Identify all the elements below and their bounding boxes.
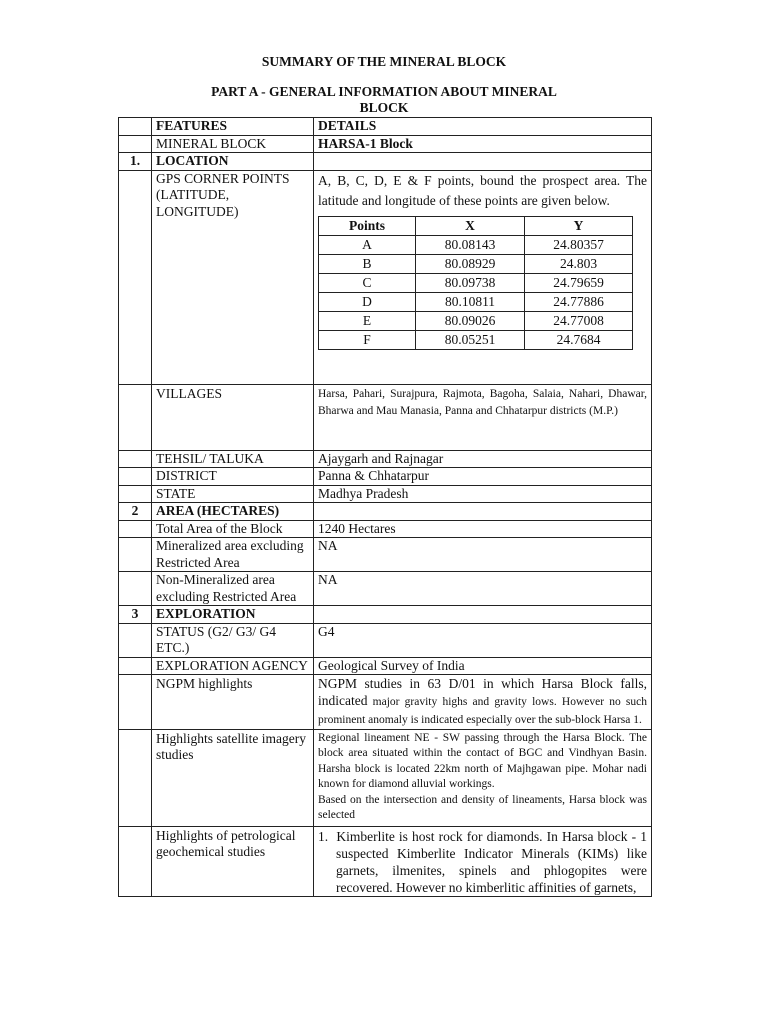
coordinates-row <box>319 273 633 292</box>
point-label: D <box>319 292 416 311</box>
coordinates-row <box>319 292 633 311</box>
total-area-label: Total Area of the Block <box>152 520 314 538</box>
coordinates-row <box>319 311 633 330</box>
point-label: F <box>319 330 416 349</box>
table-cell <box>119 468 152 486</box>
table-row <box>119 657 652 675</box>
satellite-text-selection: Based on the intersection and density of lineaments, Harsa block was selected <box>318 793 647 821</box>
y-value: 24.77008 <box>525 311 633 330</box>
section-number: 2 <box>119 503 152 521</box>
point-label: E <box>319 311 416 330</box>
coordinates-header-row <box>319 216 633 235</box>
table-cell <box>314 153 652 171</box>
table-row <box>119 170 652 384</box>
x-value: 80.08143 <box>416 235 525 254</box>
state-label: STATE <box>152 485 314 503</box>
satellite-value <box>314 729 652 826</box>
non-mineralized-value: NA <box>314 572 652 606</box>
coordinates-table <box>318 216 633 350</box>
table-cell <box>119 657 152 675</box>
table-row <box>119 729 652 826</box>
status-value: G4 <box>314 623 652 657</box>
table-row <box>119 468 652 486</box>
part-title: PART A - GENERAL INFORMATION ABOUT MINERAL BLOCK <box>211 84 557 115</box>
table-cell <box>119 826 152 896</box>
table-row <box>119 826 652 896</box>
table-cell <box>119 485 152 503</box>
y-value: 24.803 <box>525 254 633 273</box>
state-value: Madhya Pradesh <box>314 485 652 503</box>
summary-table <box>118 117 652 897</box>
y-value: 24.80357 <box>525 235 633 254</box>
y-value: 24.79659 <box>525 273 633 292</box>
x-value: 80.08929 <box>416 254 525 273</box>
petro-label: Highlights of petrological geochemical studies <box>152 826 314 896</box>
table-cell <box>314 503 652 521</box>
table-cell <box>119 729 152 826</box>
gps-text: A, B, C, D, E & F points, bound the prospect area. The latitude and longitude of these points are given below. <box>318 172 647 208</box>
x-value: 80.09026 <box>416 311 525 330</box>
table-cell <box>119 675 152 730</box>
x-value: 80.05251 <box>416 330 525 349</box>
total-area-value: 1240 Hectares <box>314 520 652 538</box>
point-label: C <box>319 273 416 292</box>
details-header: DETAILS <box>314 118 652 136</box>
table-cell <box>119 135 152 153</box>
mineralized-value: NA <box>314 538 652 572</box>
district-value: Panna & Chhatarpur <box>314 468 652 486</box>
section-heading-area: AREA (HECTARES) <box>152 503 314 521</box>
table-row <box>119 384 652 450</box>
mineralized-label: Mineralized area excluding Restricted Area <box>152 538 314 572</box>
section-row <box>119 503 652 521</box>
coordinates-row <box>319 254 633 273</box>
section-heading-exploration: EXPLORATION <box>152 606 314 624</box>
table-row <box>119 135 652 153</box>
ngpm-value-lead: NGPM studies in 63 D/01 in which Harsa Block falls, indicated <box>318 676 647 708</box>
x-value: 80.10811 <box>416 292 525 311</box>
table-row <box>119 520 652 538</box>
ngpm-value <box>314 675 652 730</box>
table-cell <box>119 450 152 468</box>
table-cell <box>119 623 152 657</box>
status-label: STATUS (G2/ G3/ G4 ETC.) <box>152 623 314 657</box>
list-item: 1. Kimberlite is host rock for diamonds. In Harsa block - 1 suspected Kimberlite Indicator Minerals (KIMs) like garnets, ilmenites, spinels and phlogopites were recovered. However no kimberlitic affinities of garnets, <box>318 828 647 895</box>
table-cell <box>119 572 152 606</box>
petro-value <box>314 826 652 896</box>
section-number: 1. <box>119 153 152 171</box>
non-mineralized-label: Non-Mineralized area excluding Restricted Area <box>152 572 314 606</box>
satellite-label: Highlights satellite imagery studies <box>152 729 314 826</box>
petro-list <box>318 828 647 896</box>
table-row <box>119 485 652 503</box>
section-row <box>119 606 652 624</box>
table-row <box>119 623 652 657</box>
district-label: DISTRICT <box>152 468 314 486</box>
coordinates-row <box>319 330 633 349</box>
x-value: 80.09738 <box>416 273 525 292</box>
table-row <box>119 450 652 468</box>
mineral-block-label: MINERAL BLOCK <box>152 135 314 153</box>
points-header: Points <box>319 216 416 235</box>
section-heading-location: LOCATION <box>152 153 314 171</box>
table-cell <box>119 170 152 384</box>
coordinates-row <box>319 235 633 254</box>
table-cell <box>119 538 152 572</box>
table-row <box>119 538 652 572</box>
table-cell <box>314 606 652 624</box>
agency-value: Geological Survey of India <box>314 657 652 675</box>
table-row <box>119 675 652 730</box>
ngpm-label: NGPM highlights <box>152 675 314 730</box>
mineral-block-value: HARSA-1 Block <box>314 135 652 153</box>
section-number: 3 <box>119 606 152 624</box>
point-label: B <box>319 254 416 273</box>
tehsil-label: TEHSIL/ TALUKA <box>152 450 314 468</box>
gps-label: GPS CORNER POINTS (LATITUDE, LONGITUDE) <box>152 170 314 384</box>
tehsil-value: Ajaygarh and Rajnagar <box>314 450 652 468</box>
table-row <box>119 572 652 606</box>
section-row <box>119 153 652 171</box>
table-cell <box>119 118 152 136</box>
table-header-row <box>119 118 652 136</box>
gps-details <box>314 170 652 384</box>
satellite-text: Regional lineament NE - SW passing through the Harsa Block. The block area situated within the contact of BGC and Vindhyan Basin. Harsha block is located 22km north of Majhgawan pipe. Mohar nadi known for diamond alluvial workings. <box>318 731 647 790</box>
y-value: 24.7684 <box>525 330 633 349</box>
y-value: 24.77886 <box>525 292 633 311</box>
features-header: FEATURES <box>152 118 314 136</box>
table-cell <box>119 384 152 450</box>
page-title: SUMMARY OF THE MINERAL BLOCK <box>261 54 507 69</box>
agency-label: EXPLORATION AGENCY <box>152 657 314 675</box>
table-cell <box>119 520 152 538</box>
ngpm-value-rest: major gravity highs and gravity lows. However no such prominent anomaly is indicated especially over the sub-block Harsa 1. <box>318 695 647 726</box>
y-header: Y <box>525 216 633 235</box>
villages-label: VILLAGES <box>152 384 314 450</box>
x-header: X <box>416 216 525 235</box>
point-label: A <box>319 235 416 254</box>
villages-value: Harsa, Pahari, Surajpura, Rajmota, Bagoha, Salaia, Nahari, Dhawar, Bharwa and Mau Manasia, Panna and Chhatarpur districts (M.P.) <box>314 384 652 450</box>
